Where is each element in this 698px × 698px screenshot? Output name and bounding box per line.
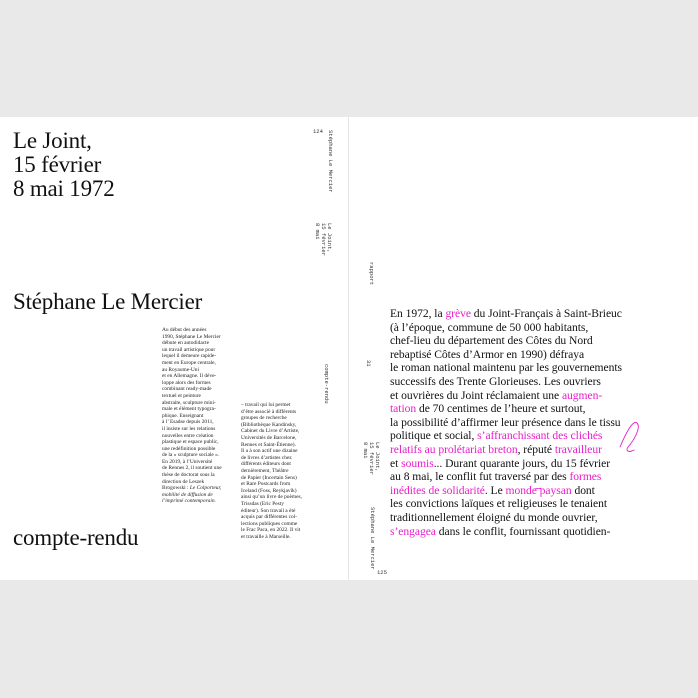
body-line xyxy=(390,416,692,430)
running-head-section: compte-rendu xyxy=(323,364,330,404)
highlighted-phrase: relatifs au prolétariat breton xyxy=(390,442,518,456)
folio-left: 124 xyxy=(313,128,323,135)
bio-line: textuel et peinture xyxy=(162,392,201,399)
highlighted-phrase: augmen- xyxy=(561,388,603,402)
body-text-segment: les convictions laïques et religieuses le tenaient xyxy=(390,497,608,511)
running-head-author: Stéphane Le Mercier xyxy=(327,130,334,193)
highlighted-phrase: formes xyxy=(569,470,602,484)
body-text-segment: ... Durant quarante jours, du 15 février xyxy=(433,456,611,470)
body-text-segment: . Le xyxy=(484,483,506,497)
folio-right: 125 xyxy=(377,569,387,576)
book-spread xyxy=(0,117,698,580)
bio-line: direction de Leszek xyxy=(162,478,205,485)
bio-line: une redéfinition possible xyxy=(162,445,216,452)
body-line xyxy=(390,497,692,511)
bio-line: phique. Enseignant xyxy=(162,412,204,419)
bio-line: – travail qui lui permet xyxy=(241,402,291,408)
highlighted-phrase: travailleur xyxy=(554,442,602,456)
bio-line: ment en Europe centrale, xyxy=(162,359,216,366)
body-text-segment: de 70 centimes de l’heure et surtout, xyxy=(416,402,586,416)
highlighted-phrase: tation xyxy=(390,402,417,416)
bio-line: Il a à son actif une dizaine xyxy=(241,448,298,455)
bio-line: lequel il demeure rapide- xyxy=(162,353,217,360)
title-line: Le Joint, xyxy=(13,128,92,153)
body-line xyxy=(390,307,692,321)
bio-line: male et élément typogra- xyxy=(162,406,216,413)
bio-line: de la « sculpture sociale ». xyxy=(162,452,220,459)
highlighted-phrase: soumis xyxy=(401,456,434,470)
bio-line: Brogowski : Le Colporteur, xyxy=(162,485,222,492)
margin-rapport: rapport xyxy=(368,262,375,286)
bio-line: nouvelles entre création xyxy=(162,432,214,439)
body-text-segment: et ouvrières du Joint réclamaient une xyxy=(390,388,562,402)
highlighted-phrase: s’affranchissant des clichés xyxy=(477,429,603,443)
body-text-segment: En 1972, la xyxy=(390,307,446,320)
right-page xyxy=(349,117,698,580)
body-text-segment: la possibilité d’affirmer leur présence dans le tissu xyxy=(390,415,621,429)
bio-line: acquis par différentes col- xyxy=(241,514,298,521)
bio-line: éditeur). Son travail a été xyxy=(241,507,296,514)
highlighted-phrase: monde paysan xyxy=(505,483,572,497)
bio-line: un travail artistique pour xyxy=(162,346,216,353)
body-line xyxy=(390,402,692,416)
body-text-segment: dans le conflit, fournissant quotidien- xyxy=(435,524,611,538)
bio-line: débute en autodidacte xyxy=(162,340,209,347)
author-bio-column-1 xyxy=(162,327,238,505)
body-line xyxy=(390,334,692,348)
body-text-segment: et xyxy=(390,456,402,470)
bio-line: groupes de recherche xyxy=(241,415,287,422)
body-line xyxy=(390,429,692,443)
bio-line: combinant ready-made xyxy=(162,386,212,393)
section-label: compte-rendu xyxy=(13,525,139,550)
bio-line: Iceland (Foss, Reykjavík) xyxy=(241,487,297,494)
body-text-segment: successifs des Trente Glorieuses. Les ouvriers xyxy=(390,374,601,388)
bio-line: dernièrement, Théâtre xyxy=(241,467,289,474)
bio-line: Au début des années xyxy=(162,327,207,333)
body-text-segment: politique et social, xyxy=(390,429,478,443)
bio-line: Cabinet du Livre d’Artiste, xyxy=(241,428,300,435)
title-line: 8 mai 1972 xyxy=(13,176,115,201)
margin-title: Le Joint, 15 février 8 mai xyxy=(362,442,381,476)
bio-line: (Bibliothèque Kandinsky, xyxy=(241,421,297,428)
body-line xyxy=(390,375,692,389)
bio-line: En 2019, à l’Université xyxy=(162,458,213,465)
author-name: Stéphane Le Mercier xyxy=(13,289,203,314)
margin-author: Stéphane Le Mercier xyxy=(369,507,376,570)
body-line xyxy=(390,457,692,471)
body-line xyxy=(390,525,692,539)
body-text-segment: le roman national maintenu par les gouvernements xyxy=(390,361,622,375)
bio-line: le Frac Paca, en 2022. Il vit xyxy=(241,527,301,534)
bio-line: lections publiques comme xyxy=(241,520,298,527)
left-page xyxy=(0,117,349,580)
author-bio-column-2 xyxy=(241,402,317,540)
bio-line: Rennes et Saint-Étienne). xyxy=(241,441,296,448)
body-text-segment: rebaptisé Côtes d’Armor en 1990) défraya xyxy=(390,347,585,361)
bio-line: abstraite, sculpture mini- xyxy=(162,399,216,406)
bio-line: d’être associé à différents xyxy=(241,408,297,415)
bio-line: loppe alors des formes xyxy=(162,379,211,386)
bio-line: et Rare Postcards from xyxy=(241,481,291,488)
bio-line: au Royaume-Uni xyxy=(162,366,199,373)
bio-line: et travaille à Marseille. xyxy=(241,533,291,540)
body-text-segment: traditionnellement éloigné du monde ouvrier, xyxy=(390,510,598,524)
bio-line: ainsi qu’un livre de poèmes, xyxy=(241,494,302,501)
bio-line: il insiste sur les relations xyxy=(162,425,216,432)
bio-line: différents éditeurs dont xyxy=(241,461,291,468)
article-body xyxy=(390,307,692,538)
body-line xyxy=(390,348,692,362)
bio-line: Trissdas (Eric Pesty xyxy=(241,500,284,507)
title-line: 15 février xyxy=(13,152,102,177)
bio-line: thèse de doctorat sous la xyxy=(162,472,215,479)
body-line xyxy=(390,511,692,525)
body-line xyxy=(390,389,692,403)
body-line xyxy=(390,484,692,498)
page-title xyxy=(13,129,115,201)
body-text-segment: (à l’époque, commune de 50 000 habitants, xyxy=(390,320,589,334)
body-text-segment: chef-lieu du département des Côtes du Nord xyxy=(390,334,593,348)
bio-line: Universités de Barcelone, xyxy=(241,434,297,441)
body-line xyxy=(390,470,692,484)
body-text-segment: au 8 mai, le conflit fut traversé par des xyxy=(390,470,570,484)
highlighted-phrase: inédites de solidarité xyxy=(390,483,485,497)
bio-line: et en Allemagne. Il déve- xyxy=(162,373,217,380)
bio-line: mobilité de diffusion de xyxy=(162,491,213,498)
body-line xyxy=(390,321,692,335)
bio-line: 1990, Stéphane Le Mercier xyxy=(162,333,221,340)
body-line xyxy=(390,361,692,375)
bio-line: à l’ Esadse depuis 2011, xyxy=(162,419,214,426)
bio-line: plastique et espace public, xyxy=(162,439,219,446)
highlighted-phrase: s’engagea xyxy=(390,524,436,538)
body-text-segment: dont xyxy=(571,483,595,497)
running-head-title: Le Joint, 15 février 8 mai xyxy=(314,223,333,257)
bio-line: l’imprimé contemporain. xyxy=(162,498,216,505)
bio-line: de Rennes 2, il soutient une xyxy=(162,465,222,472)
margin-number: 31 xyxy=(365,360,372,367)
body-text-segment: , réputé xyxy=(517,442,555,456)
body-line xyxy=(390,443,692,457)
highlighted-phrase: grève xyxy=(445,307,471,320)
bio-line: de livres d’artistes chez xyxy=(241,454,292,461)
bio-line: de Papier (Incertain Sens) xyxy=(241,474,297,481)
body-text-segment: du Joint-Français à Saint-Brieuc xyxy=(470,307,622,320)
